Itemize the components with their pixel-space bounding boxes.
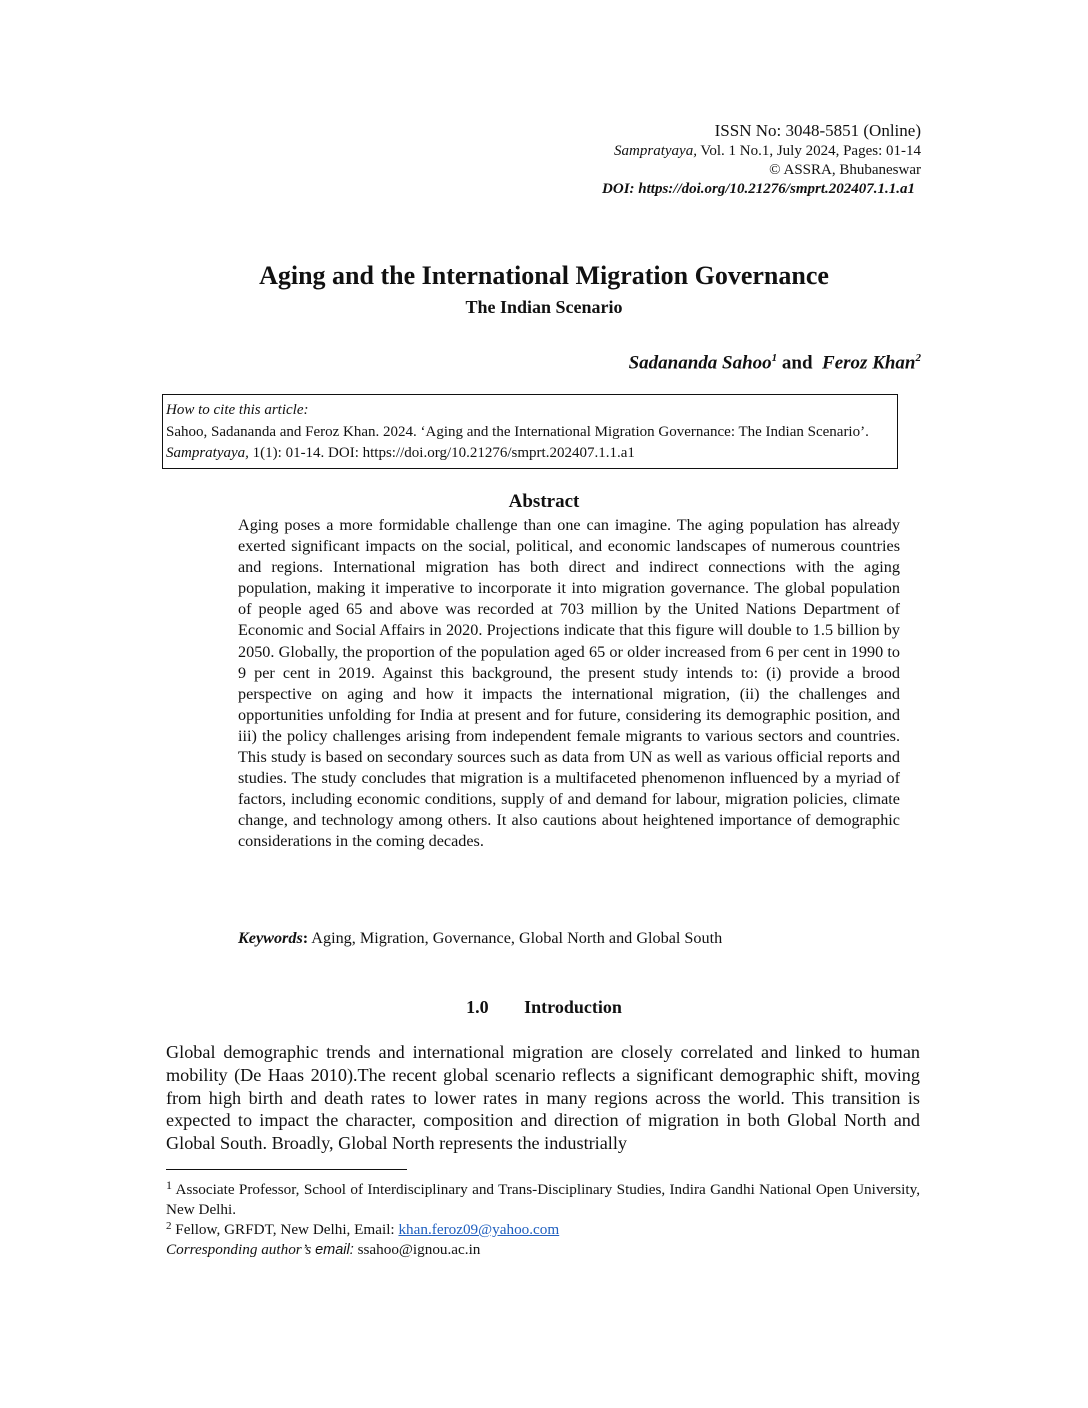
footnote-2-mark: 2: [166, 1220, 172, 1232]
keywords-label: Keywords: [238, 929, 303, 947]
section-heading: [0, 995, 1088, 1019]
volume-info: Vol. 1 No.1, July 2024, Pages: 01-14: [696, 143, 921, 159]
corresponding-email-word: email:: [315, 1242, 354, 1258]
author-1-name: Sadananda Sahoo: [628, 352, 772, 374]
footnote-1-text: Associate Professor, School of Interdisciplinary and Trans-Disciplinary Studies, Indira Gandhi National Open University, New Delhi.: [166, 1181, 920, 1218]
keywords-list: Aging, Migration, Governance, Global North and Global South: [308, 929, 723, 947]
journal-header: [602, 120, 921, 199]
citation-text-part2: 1(1): 01-14. DOI: https://doi.org/10.21276/smprt.202407.1.1.a1: [248, 445, 635, 461]
issn-line: ISSN No: 3048-5851 (Online): [714, 121, 921, 140]
corresponding-author-label: Corresponding author’s: [166, 1241, 316, 1258]
volume-line: [602, 142, 921, 161]
footnote-divider: [166, 1169, 407, 1170]
citation-text: [166, 422, 894, 465]
abstract-body: Aging poses a more formidable challenge than one can imagine. The aging population has already exerted significant impacts on the social, political, and economic landscapes of numerous countries and regions. International migration has both direct and indirect connections with the aging population, making it imperative to incorporate it into migration governance. The global population of people aged 65 and above was recorded at 703 million by the United Nations Department of Economic and Social Affairs in 2020. Projections indicate that this figure will double to 1.5 billion by 2050. Globally, the proportion of the population aged 65 or older increased from 6 per cent in 1990 to 9 per cent in 2019. Against this background, the present study intends to: (i) provide a brood perspective on aging and how it impacts the international migration, (ii) the challenges and opportunities unfolding for India at present and for future, considering its demographic position, and iii) the policy challenges arising from independent female migrants to various sectors and countries. This study is based on secondary sources such as data from UN as well as various official reports and studies. The study concludes that migration is a multifaceted phenomenon influenced by a myriad of factors, including economic conditions, supply of and demand for labour, migration policies, climate change, and technology among others. It also cautions about heightened importance of demographic considerations in the coming decades.: [238, 516, 900, 851]
corresponding-author-email: ssahoo@ignou.ac.in: [353, 1241, 481, 1258]
citation-text-part1: Sahoo, Sadananda and Feroz Khan. 2024. ‘Aging and the International Migration Governance: The Indian Scenario’.: [166, 423, 869, 440]
footnotes: [166, 1180, 920, 1260]
author-conjunction: and: [781, 352, 813, 374]
paper-subtitle: The Indian Scenario: [465, 297, 623, 317]
keywords-colon: :: [302, 929, 309, 947]
doi-line[interactable]: DOI: https://doi.org/10.21276/smprt.202407.1.1.a1: [602, 181, 915, 197]
paper-title: Aging and the International Migration Governance: [259, 261, 829, 290]
section-title: Introduction: [524, 997, 622, 1017]
citation-label: How to cite this article:: [166, 402, 309, 418]
footnote-2: [166, 1220, 920, 1240]
author-line: [629, 346, 921, 375]
citation-journal: Sampratyaya,: [166, 445, 249, 461]
corresponding-author: [166, 1240, 920, 1260]
keywords-line: [238, 928, 900, 949]
author-2-name: Feroz Khan: [822, 352, 916, 374]
author-2-email-link[interactable]: khan.feroz09@yahoo.com: [398, 1221, 560, 1238]
introduction-paragraph: Global demographic trends and international migration are closely correlated and linked to human mobility (De Haas 2010).The recent global scenario reflects a significant demographic shift, moving from high birth and death rates to lower rates in many regions across the world. This transition is expected to impact the character, composition and direction of migration in both Global North and Global South. Broadly, Global North represents the industrially: [166, 1042, 920, 1154]
abstract-heading: Abstract: [508, 491, 580, 512]
author-2-footnote-mark: 2: [915, 352, 921, 364]
section-number: 1.0: [466, 997, 489, 1017]
footnote-2-text: Fellow, GRFDT, New Delhi, Email:: [171, 1221, 399, 1238]
copyright-line: © ASSRA, Bhubaneswar: [769, 162, 921, 178]
citation-box: [162, 394, 898, 469]
footnote-1-mark: 1: [166, 1178, 172, 1192]
author-1-footnote-mark: 1: [771, 352, 778, 364]
footnote-1: [166, 1180, 920, 1220]
journal-name: Sampratyaya,: [614, 143, 697, 159]
